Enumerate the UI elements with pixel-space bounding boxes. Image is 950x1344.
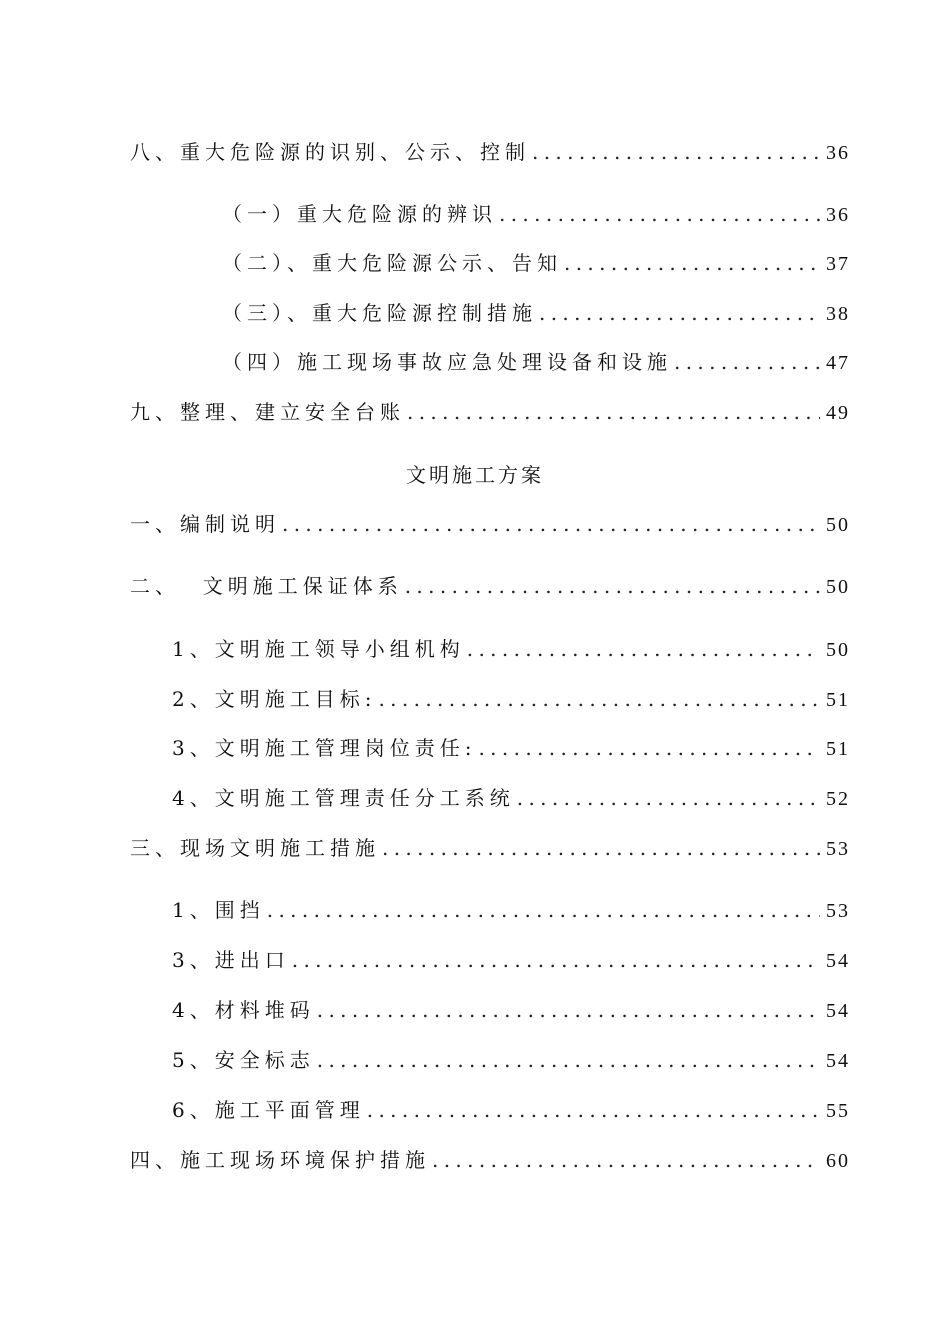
- toc-page-number: 51: [826, 738, 850, 760]
- toc-dot-leader: [467, 634, 820, 664]
- toc-dot-leader: [539, 298, 820, 328]
- toc-page-number: 52: [826, 788, 850, 810]
- toc-entry[interactable]: [130, 509, 850, 539]
- toc-entry[interactable]: [172, 1095, 850, 1125]
- toc-entry-label: 4、材料堆码: [172, 998, 315, 1022]
- toc-page-number: 50: [826, 576, 850, 598]
- section-title: 文明施工方案: [406, 463, 544, 487]
- toc-dot-leader: [382, 833, 820, 863]
- toc-entry[interactable]: [172, 945, 850, 975]
- toc-dot-leader: [317, 1045, 820, 1075]
- toc-entry[interactable]: [130, 397, 850, 427]
- toc-entry[interactable]: [172, 995, 850, 1025]
- toc-dot-leader: [432, 1145, 820, 1175]
- toc-page-number: 55: [826, 1100, 850, 1122]
- toc-entry-label: 3、进出口: [172, 948, 290, 972]
- toc-entry[interactable]: [130, 833, 850, 863]
- toc-entry[interactable]: [130, 1145, 850, 1175]
- toc-entry[interactable]: [222, 248, 850, 278]
- toc-page-number: 54: [826, 950, 850, 972]
- toc-entry-label: 1、文明施工领导小组机构: [172, 637, 465, 661]
- toc-page-number: 54: [826, 1000, 850, 1022]
- toc-dot-leader: [517, 783, 820, 813]
- toc-dot-leader: [317, 995, 820, 1025]
- toc-page-number: 60: [826, 1150, 850, 1172]
- toc-entry-label: 3、文明施工管理岗位责任:: [172, 736, 477, 760]
- toc-dot-leader: [478, 733, 820, 763]
- toc-entry[interactable]: [172, 634, 850, 664]
- toc-page-number: 37: [826, 253, 850, 275]
- toc-page-number: 36: [826, 142, 850, 164]
- toc-page-number: 53: [826, 900, 850, 922]
- toc-page-number: 49: [826, 402, 850, 424]
- toc-dot-leader: [367, 1095, 820, 1125]
- toc-dot-leader: [267, 895, 820, 925]
- toc-entry-label: 4、文明施工管理责任分工系统: [172, 786, 515, 810]
- toc-dot-leader: [564, 248, 820, 278]
- toc-entry[interactable]: [130, 137, 850, 167]
- toc-dot-leader: [532, 137, 820, 167]
- toc-page-number: 53: [826, 838, 850, 860]
- toc-entry[interactable]: [222, 199, 850, 229]
- toc-entry[interactable]: [172, 684, 850, 714]
- toc-entry[interactable]: [222, 347, 850, 377]
- toc-entry-label: 四、施工现场环境保护措施: [130, 1148, 430, 1172]
- toc-entry-label: 九、整理、建立安全台账: [130, 400, 405, 424]
- toc-entry-label: 1、围挡: [172, 898, 265, 922]
- toc-entry-label: （四）施工现场事故应急处理设备和设施: [222, 350, 672, 374]
- toc-entry[interactable]: [172, 1045, 850, 1075]
- toc-dot-leader: [378, 684, 820, 714]
- toc-entry-label: （三）、重大危险源控制措施: [222, 301, 537, 325]
- toc-entry-label: 2、文明施工目标:: [172, 687, 377, 711]
- toc-dot-leader: [674, 347, 820, 377]
- toc-page-number: 50: [826, 514, 850, 536]
- toc-entry-label: 5、安全标志: [172, 1048, 315, 1072]
- toc-page-number: 54: [826, 1050, 850, 1072]
- toc-page-number: 38: [826, 303, 850, 325]
- toc-dot-leader: [405, 571, 820, 601]
- toc-entry[interactable]: [130, 571, 850, 601]
- toc-dot-leader: [499, 199, 820, 229]
- toc-page-number: 47: [826, 352, 850, 374]
- toc-dot-leader: [292, 945, 820, 975]
- toc-dot-leader: [282, 509, 820, 539]
- toc-entry-label: 一、编制说明: [130, 512, 280, 536]
- toc-entry[interactable]: [172, 733, 850, 763]
- toc-entry-label: 二、 文明施工保证体系: [130, 574, 403, 598]
- toc-dot-leader: [407, 397, 820, 427]
- toc-page-number: 51: [826, 689, 850, 711]
- toc-entry-label: 三、现场文明施工措施: [130, 836, 380, 860]
- toc-entry-label: 八、重大危险源的识别、公示、控制: [130, 140, 530, 164]
- toc-page-number: 50: [826, 639, 850, 661]
- toc-entry[interactable]: [172, 783, 850, 813]
- toc-page-number: 36: [826, 204, 850, 226]
- toc-entry[interactable]: [172, 895, 850, 925]
- toc-entry-label: （二）、重大危险源公示、告知: [222, 251, 562, 275]
- toc-entry-label: （一）重大危险源的辨识: [222, 202, 497, 226]
- toc-entry-label: 6、施工平面管理: [172, 1098, 365, 1122]
- toc-entry[interactable]: [222, 298, 850, 328]
